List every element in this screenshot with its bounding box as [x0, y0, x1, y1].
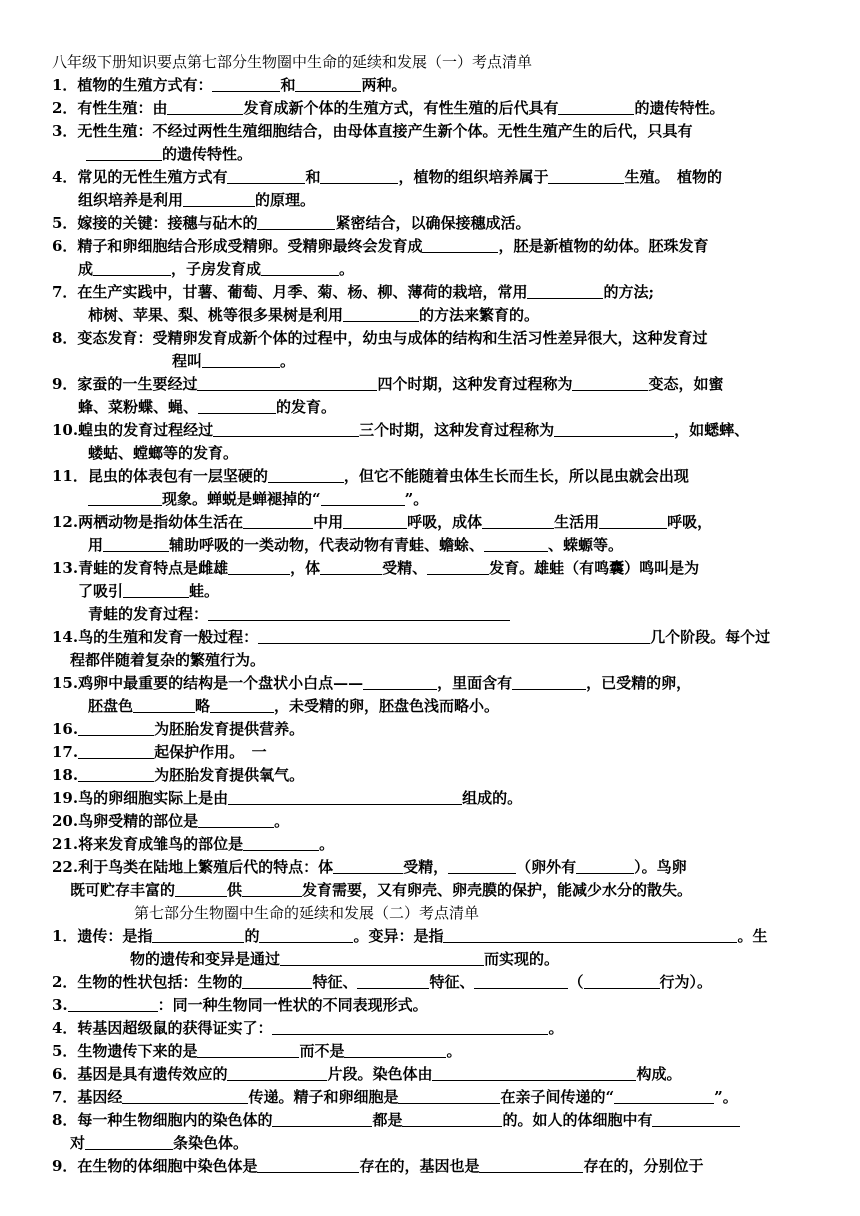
item-14-cont: 程都伴随着复杂的繁殖行为。: [70, 651, 266, 669]
item-7-cont: 柿树、苹果、梨、桃等很多果树是利用 的方法来繁育的。: [88, 306, 540, 324]
answer-blank[interactable]: [479, 1156, 583, 1173]
item-3-cont: 的遗传特性。: [86, 144, 252, 165]
answer-blank[interactable]: [343, 305, 419, 322]
answer-blank[interactable]: [152, 926, 244, 943]
item-13: 13.青蛙的发育特点是雌雄 ，体 受精、 发育。雄蛙（有鸣囊）鸣叫是为: [52, 559, 700, 577]
answer-blank[interactable]: [202, 351, 280, 368]
answer-blank[interactable]: [320, 558, 382, 575]
answer-blank[interactable]: [652, 1110, 740, 1127]
answer-blank[interactable]: [512, 673, 586, 690]
answer-blank[interactable]: [123, 581, 189, 598]
answer-blank[interactable]: [197, 374, 377, 391]
answer-blank[interactable]: [208, 604, 510, 621]
item-7: 7．在生产实践中，甘薯、葡萄、月季、菊、杨、柳、薄荷的栽培，常用 的方法;: [52, 283, 654, 301]
item-ii-9: 9．在生物的体细胞中染色体是 存在的，基因也是 存在的，分别位于: [52, 1157, 704, 1175]
item-17: 17. 起保护作用。 一: [52, 743, 267, 761]
item-16: 16. 为胚胎发育提供营养。: [52, 720, 305, 738]
answer-blank[interactable]: [474, 972, 568, 989]
answer-blank[interactable]: [133, 696, 195, 713]
answer-blank[interactable]: [213, 420, 359, 437]
item-ii-7: 7．基因经 传递。精子和卵细胞是 在亲子间传递的“ ”。: [52, 1088, 738, 1106]
answer-blank[interactable]: [198, 397, 276, 414]
item-ii-2: 2．生物的性状包括：生物的 特征、 特征、 （ 行为）。: [52, 973, 713, 991]
answer-blank[interactable]: [103, 535, 169, 552]
item-ii-8: 8．每一种生物细胞内的染色体的 都是 的。如人的体细胞中有: [52, 1110, 740, 1131]
answer-blank[interactable]: [242, 880, 302, 897]
item-21: 21.将来发育成雏鸟的部位是 。: [52, 835, 335, 853]
answer-blank[interactable]: [427, 558, 489, 575]
answer-blank[interactable]: [599, 512, 667, 529]
answer-blank[interactable]: [548, 167, 624, 184]
answer-blank[interactable]: [443, 926, 737, 943]
item-ii-1: 1．遗传：是指 的 。变异：是指 。生: [52, 927, 768, 945]
answer-blank[interactable]: [257, 213, 335, 230]
answer-blank[interactable]: [272, 1018, 548, 1035]
item-ii-6: 6．基因是具有遗传效应的 片段。染色体由 构成。: [52, 1065, 682, 1083]
answer-blank[interactable]: [344, 1041, 446, 1058]
answer-blank[interactable]: [167, 98, 243, 115]
item-10: 10.蝗虫的发育过程经过 三个时期，这种发育过程称为 ，如蟋蟀、: [52, 421, 750, 439]
answer-blank[interactable]: [272, 1110, 372, 1127]
answer-blank[interactable]: [122, 1087, 248, 1104]
item-6-cont: 成 ，子房发育成 。: [78, 260, 355, 278]
answer-blank[interactable]: [554, 420, 674, 437]
answer-blank[interactable]: [227, 167, 305, 184]
answer-blank[interactable]: [78, 742, 154, 759]
answer-blank[interactable]: [228, 788, 462, 805]
answer-blank[interactable]: [242, 972, 312, 989]
part1-title: 八年级下册知识要点第七部分生物圈中生命的延续和发展（一）考点清单: [52, 53, 533, 71]
item-11-cont: 现象。蝉蜕是蝉褪掉的“ ”。: [88, 489, 428, 510]
answer-blank[interactable]: [198, 811, 274, 828]
item-ii-5: 5．生物遗传下来的是 而不是 。: [52, 1042, 462, 1060]
answer-blank[interactable]: [402, 1110, 502, 1127]
answer-blank[interactable]: [68, 995, 158, 1012]
answer-blank[interactable]: [572, 374, 648, 391]
item-4: 4．常见的无性生殖方式有 和 ，植物的组织培养属于 生殖。 植物的: [52, 168, 722, 186]
item-14: 14.鸟的生殖和发育一般过程： 几个阶段。每个过: [52, 628, 771, 646]
item-15: 15.鸡卵中最重要的结构是一个盘状小白点—— ，里面含有 ，已受精的卵，: [52, 674, 692, 692]
answer-blank[interactable]: [259, 926, 353, 943]
answer-blank[interactable]: [321, 489, 405, 506]
answer-blank[interactable]: [88, 489, 162, 506]
answer-blank[interactable]: [280, 949, 484, 966]
answer-blank[interactable]: [482, 512, 554, 529]
item-8-cont: 程叫 。: [172, 352, 296, 370]
answer-blank[interactable]: [258, 627, 650, 644]
item-2: 2．有性生殖：由 发育成新个体的生殖方式，有性生殖的后代具有 的遗传特性。: [52, 99, 725, 117]
answer-blank[interactable]: [227, 1064, 327, 1081]
item-12: 12.两栖动物是指幼体生活在 中用 呼吸，成体 生活用 呼吸，: [52, 513, 713, 531]
answer-blank[interactable]: [448, 857, 516, 874]
answer-blank[interactable]: [243, 834, 319, 851]
item-13-process: 青蛙的发育过程：: [88, 604, 510, 625]
answer-blank[interactable]: [576, 857, 634, 874]
part2-title: 第七部分生物圈中生命的延续和发展（二）考点清单: [134, 904, 480, 922]
item-15-cont: 胚盘色 略 ，未受精的卵，胚盘色浅而略小。: [88, 697, 500, 715]
answer-blank[interactable]: [78, 765, 154, 782]
answer-blank[interactable]: [333, 857, 403, 874]
item-20: 20.鸟卵受精的部位是 。: [52, 812, 290, 830]
answer-blank[interactable]: [85, 1133, 173, 1150]
answer-blank[interactable]: [210, 696, 274, 713]
answer-blank[interactable]: [295, 75, 361, 92]
item-3: 3．无性生殖：不经过两性生殖细胞结合，由母体直接产生新个体。无性生殖产生的后代，只具有: [52, 122, 693, 140]
item-22: 22.利于鸟类在陆地上繁殖后代的特点：体 受精， （卵外有 ）。鸟卵: [52, 858, 687, 876]
answer-blank[interactable]: [363, 673, 437, 690]
answer-blank[interactable]: [197, 1041, 299, 1058]
item-10-cont: 蝼蛄、螳螂等的发育。: [88, 444, 239, 462]
item-13-cont: 了吸引 蛙。: [78, 582, 220, 600]
answer-blank[interactable]: [78, 719, 154, 736]
answer-blank[interactable]: [357, 972, 429, 989]
item-4-cont: 组织培养是利用 的原理。: [78, 191, 316, 209]
answer-blank[interactable]: [86, 144, 162, 161]
answer-blank[interactable]: [212, 75, 280, 92]
answer-blank[interactable]: [175, 880, 227, 897]
item-1: 1．植物的生殖方式有： 和 两种。: [52, 76, 407, 94]
item-22-cont: 既可贮存丰富的 供 发育需要，又有卵壳、卵壳膜的保护，能减少水分的散失。: [70, 881, 693, 899]
answer-blank[interactable]: [398, 1087, 500, 1104]
answer-blank[interactable]: [484, 535, 548, 552]
item-8: 8．变态发育：受精卵发育成新个体的过程中，幼虫与成体的结构和生活习性差异很大，这种发育过: [52, 329, 708, 347]
answer-blank[interactable]: [432, 1064, 636, 1081]
item-18: 18. 为胚胎发育提供氧气。: [52, 766, 305, 784]
answer-blank[interactable]: [320, 167, 398, 184]
answer-blank[interactable]: [183, 190, 255, 207]
answer-blank[interactable]: [422, 236, 498, 253]
item-ii-1-cont: 物的遗传和变异是通过 而实现的。: [130, 950, 560, 968]
item-ii-8-cont: 对 条染色体。: [70, 1134, 249, 1152]
answer-blank[interactable]: [584, 972, 660, 989]
item-6: 6．精子和卵细胞结合形成受精卵。受精卵最终会发育成 ，胚是新植物的幼体。胚珠发育: [52, 237, 709, 255]
answer-blank[interactable]: [558, 98, 634, 115]
item-11: 11．昆虫的体表包有一层坚硬的 ，但它不能随着虫体生长而生长，所以昆虫就会出现: [52, 467, 689, 485]
item-ii-4: 4．转基因超级鼠的获得证实了： 。: [52, 1019, 564, 1037]
answer-blank[interactable]: [228, 558, 290, 575]
answer-blank[interactable]: [268, 466, 344, 483]
answer-blank[interactable]: [257, 1156, 359, 1173]
item-9-cont: 蜂、菜粉蝶、蝇、 的发育。: [78, 398, 337, 416]
answer-blank[interactable]: [93, 259, 171, 276]
item-12-cont: 用 辅助呼吸的一类动物，代表动物有青蛙、蟾蜍、 、蝾螈等。: [88, 536, 624, 554]
answer-blank[interactable]: [261, 259, 339, 276]
answer-blank[interactable]: [343, 512, 407, 529]
item-9: 9．家蚕的一生要经过 四个时期，这种发育过程称为 变态，如蜜: [52, 375, 724, 393]
answer-blank[interactable]: [243, 512, 313, 529]
answer-blank[interactable]: [614, 1087, 714, 1104]
item-19: 19.鸟的卵细胞实际上是由 组成的。: [52, 789, 523, 807]
item-ii-3: 3. ：同一种生物同一性状的不同表现形式。: [52, 996, 428, 1014]
answer-blank[interactable]: [527, 282, 603, 299]
item-5: 5．嫁接的关键：接穗与砧木的 紧密结合，以确保接穗成活。: [52, 214, 531, 232]
